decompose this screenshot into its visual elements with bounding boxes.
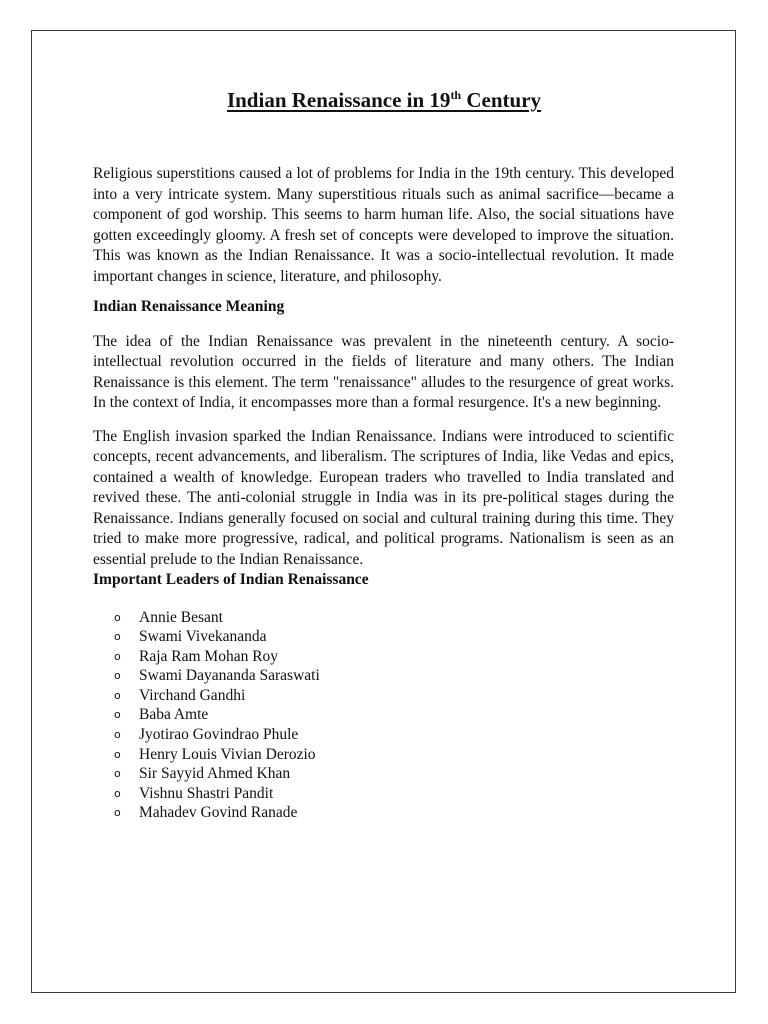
list-item: [93, 725, 674, 745]
leader-name: Swami Vivekananda: [139, 628, 267, 646]
invasion-paragraph: The English invasion sparked the Indian Renaissance. Indians were introduced to scientific concepts, recent advancements, and liberalism. The scriptures of India, like Vedas and epics, contained a wealth of knowledge. European traders who travelled to India translated and revived these. The anti-colonial struggle in India was in its pre-political stages during the Renaissance. Indians generally focused on social and cultural training during this time. They tried to make more progressive, radical, and political programs. Nationalism is seen as an essential prelude to the Indian Renaissance.: [93, 427, 674, 568]
leader-name: Virchand Gandhi: [139, 686, 246, 704]
title-text: [227, 88, 541, 112]
leaders-list: [93, 608, 674, 824]
bullet-icon: o: [114, 630, 121, 644]
leader-name: Swami Dayananda Saraswati: [139, 667, 320, 685]
bullet-icon: o: [114, 708, 121, 722]
leader-name: Vishnu Shastri Pandit: [139, 784, 274, 802]
bullet-icon: o: [114, 669, 121, 683]
list-item: [93, 784, 674, 804]
leader-name: Baba Amte: [139, 706, 209, 724]
list-item: [93, 627, 674, 647]
list-item: [93, 608, 674, 628]
bullet-icon: o: [114, 649, 121, 663]
bullet-icon: o: [114, 806, 121, 820]
title-end: Century: [461, 88, 542, 112]
list-item: [93, 803, 674, 823]
list-item: [93, 764, 674, 784]
list-item: [93, 647, 674, 667]
bullet-icon: o: [114, 728, 121, 742]
leader-name: Jyotirao Govindrao Phule: [139, 726, 299, 744]
leader-name: Sir Sayyid Ahmed Khan: [139, 765, 291, 783]
meaning-paragraph: The idea of the Indian Renaissance was prevalent in the nineteenth century. A socio-intellectual revolution occurred in the fields of literature and many others. The Indian Renaissance is this element. The term "renaissance" alludes to the resurgence of great works. In the context of India, it encompasses more than a formal resurgence. It's a new beginning.: [93, 332, 674, 411]
bullet-icon: o: [114, 747, 121, 761]
document-title: [0, 88, 768, 113]
list-item: [93, 745, 674, 765]
bullet-icon: o: [114, 610, 121, 624]
list-item: [93, 705, 674, 725]
meaning-heading: Indian Renaissance Meaning: [93, 298, 285, 315]
document-body: [93, 164, 674, 823]
leader-name: Mahadev Govind Ranade: [139, 804, 298, 822]
leaders-heading: Important Leaders of Indian Renaissance: [93, 571, 369, 588]
leader-name: Annie Besant: [139, 608, 223, 626]
intro-paragraph: Religious superstitions caused a lot of problems for India in the 19th century. This developed into a very intricate system. Many superstitious rituals such as animal sacrifice—became a component of god worship. This seems to harm human life. Also, the social situations have gotten exceedingly gloomy. A fresh set of concepts were developed to improve the situation. This was known as the Indian Renaissance. It was a socio-intellectual revolution. It made important changes in science, literature, and philosophy.: [93, 165, 674, 285]
bullet-icon: o: [114, 767, 121, 781]
bullet-icon: o: [114, 688, 121, 702]
bullet-icon: o: [114, 786, 121, 800]
title-superscript: th: [450, 88, 462, 102]
title-main: Indian Renaissance in 19: [226, 88, 451, 112]
list-item: [93, 686, 674, 706]
list-item: [93, 666, 674, 686]
leader-name: Henry Louis Vivian Derozio: [139, 745, 316, 763]
leader-name: Raja Ram Mohan Roy: [139, 647, 279, 665]
